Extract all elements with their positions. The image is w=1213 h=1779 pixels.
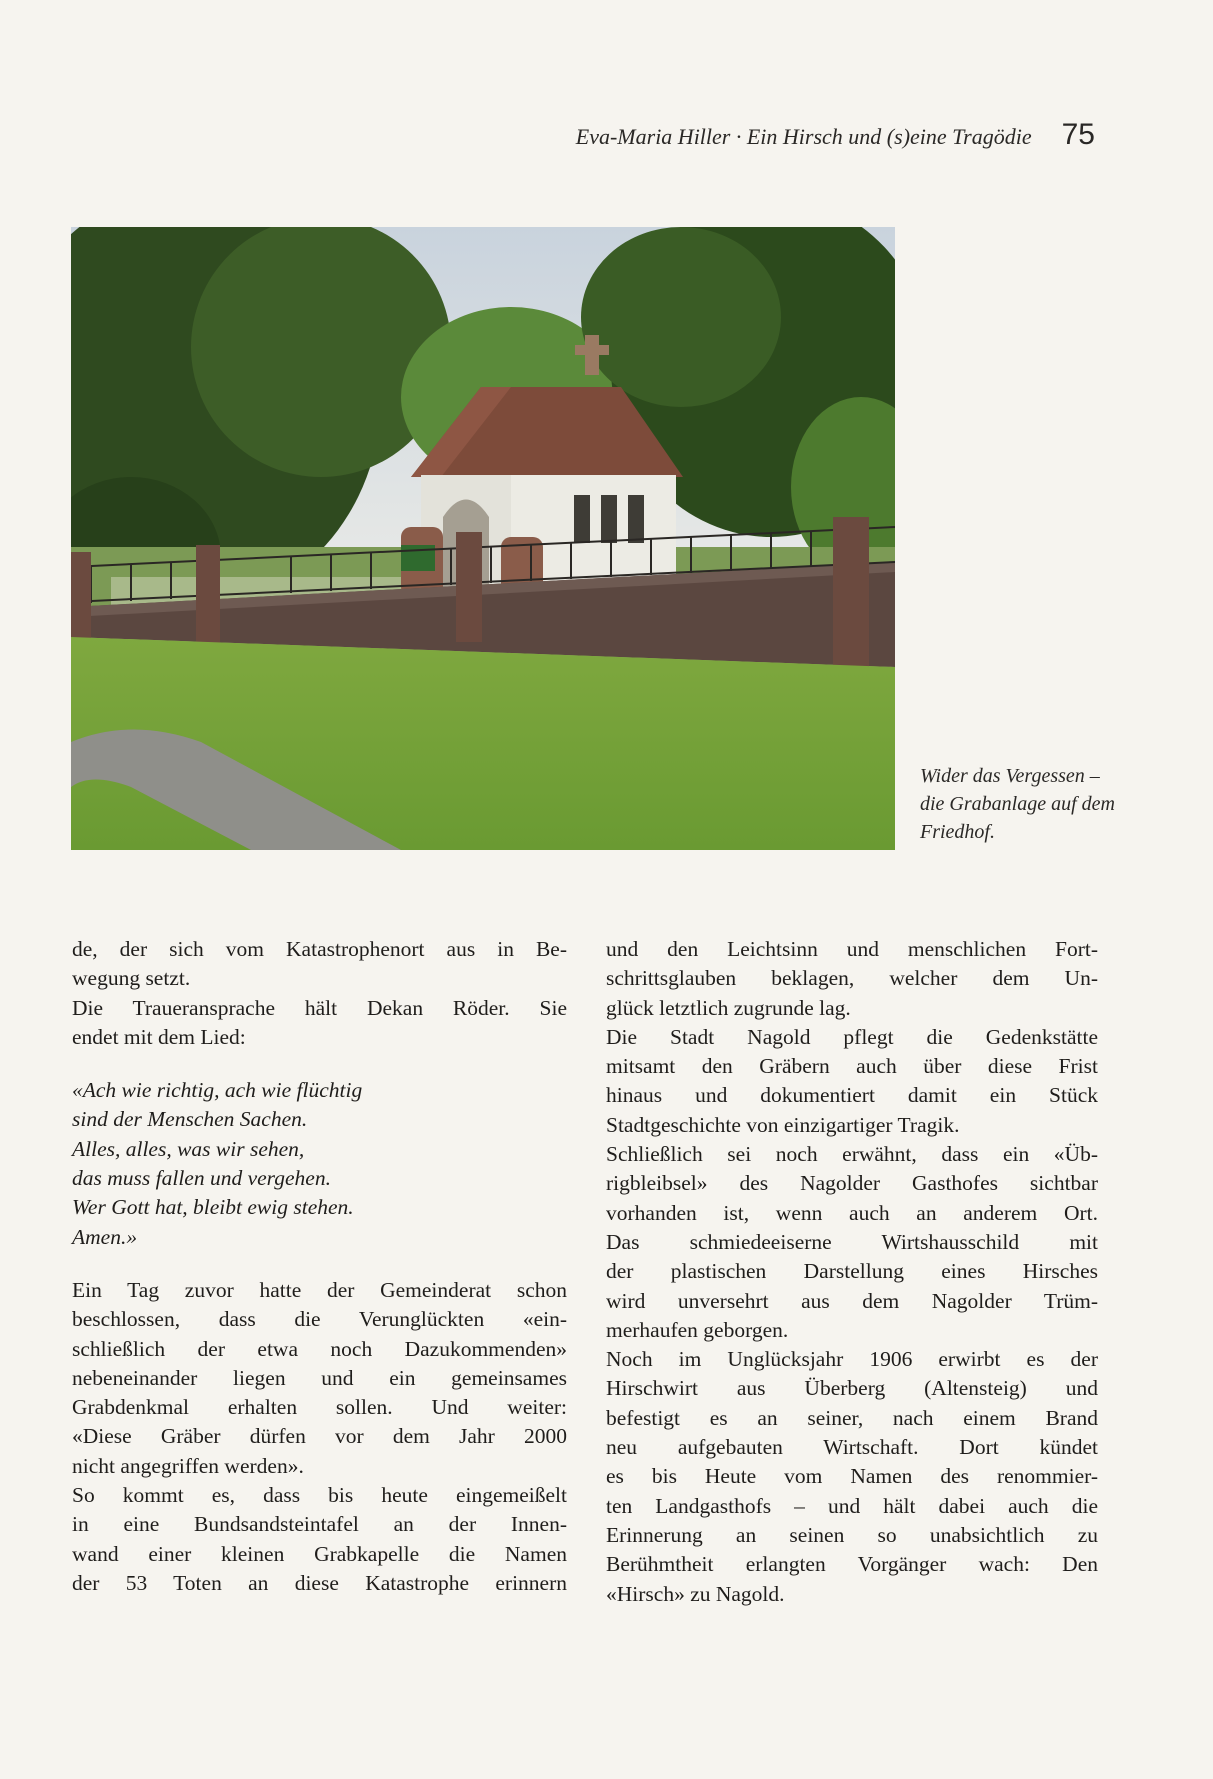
left-column xyxy=(72,935,567,1598)
text-line: hinaus und dokumentiert damit ein Stück xyxy=(606,1083,1098,1108)
text-line: nebeneinander liegen und ein gemeinsames xyxy=(72,1365,567,1390)
text-line: merhaufen geborgen. xyxy=(606,1317,789,1342)
paragraph xyxy=(72,994,567,1053)
text-line: Die Traueransprache hält Dekan Röder. Sie xyxy=(72,995,567,1020)
paragraph xyxy=(72,1481,567,1598)
text-line: der 53 Toten an diese Katastrophe erinnern xyxy=(72,1570,567,1595)
text-line: der plastischen Darstellung eines Hirsches xyxy=(606,1259,1098,1284)
text-line: schrittsglauben beklagen, welcher dem Un- xyxy=(606,966,1098,991)
text-line: Schließlich sei noch erwähnt, dass ein «Üb- xyxy=(606,1142,1098,1167)
chapel-photo xyxy=(71,227,895,850)
text-line: wand einer kleinen Grabkapelle die Namen xyxy=(72,1541,567,1566)
photo-caption xyxy=(920,762,1160,846)
paragraph xyxy=(606,935,1098,1023)
text-line: befestigt es an seiner, nach einem Brand xyxy=(606,1405,1098,1430)
poem-line: Wer Gott hat, bleibt ewig stehen. xyxy=(72,1195,354,1220)
poem-line: Amen.» xyxy=(72,1224,138,1249)
text-line: mitsamt den Gräbern auch über diese Frist xyxy=(606,1054,1098,1079)
poem xyxy=(72,1076,567,1252)
caption-line: die Grabanlage auf dem xyxy=(920,793,1115,815)
header-title: Eva-Maria Hiller · Ein Hirsch und (s)eine Tragödie xyxy=(575,124,1032,149)
text-line: in eine Bundsandsteintafel an der Innen- xyxy=(72,1512,567,1537)
text-line: So kommt es, dass bis heute eingemeißelt xyxy=(72,1483,567,1508)
text-line: vorhanden ist, wenn auch an anderem Ort. xyxy=(606,1200,1098,1225)
text-line: Berühmtheit erlangten Vorgänger wach: Den xyxy=(606,1552,1098,1577)
text-line: de, der sich vom Katastrophenort aus in Be- xyxy=(72,937,567,961)
text-line: endet mit dem Lied: xyxy=(72,1024,246,1049)
text-line: wegung setzt. xyxy=(72,966,191,991)
page-number: 75 xyxy=(1061,118,1095,151)
paragraph xyxy=(72,935,567,994)
text-line: Erinnerung an seinen so unabsichtlich zu xyxy=(606,1522,1098,1547)
poem-line: sind der Menschen Sachen. xyxy=(72,1107,308,1132)
chapel-photo-illustration xyxy=(71,227,895,850)
paragraph xyxy=(606,1140,1098,1345)
text-line: rigbleibsel» des Nagolder Gasthofes sichtbar xyxy=(606,1171,1098,1196)
text-line: Das schmiedeeiserne Wirtshausschild mit xyxy=(606,1229,1098,1254)
text-line: es bis Heute vom Namen des renommier- xyxy=(606,1464,1098,1489)
text-line: beschlossen, dass die Verunglückten «ein- xyxy=(72,1307,567,1332)
text-line: Ein Tag zuvor hatte der Gemeinderat schon xyxy=(72,1277,567,1302)
paragraph xyxy=(72,1276,567,1481)
text-line: Stadtgeschichte von einzigartiger Tragik. xyxy=(606,1112,960,1137)
paragraph xyxy=(606,1023,1098,1140)
text-line: und den Leichtsinn und menschlichen Fort- xyxy=(606,937,1098,961)
text-line: Grabdenkmal erhalten sollen. Und weiter: xyxy=(72,1395,567,1420)
paragraph xyxy=(606,1345,1098,1609)
text-line: wird unversehrt aus dem Nagolder Trüm- xyxy=(606,1288,1098,1313)
caption-line: Friedhof. xyxy=(920,821,995,843)
poem-line: Alles, alles, was wir sehen, xyxy=(72,1136,305,1161)
text-line: «Diese Gräber dürfen vor dem Jahr 2000 xyxy=(72,1424,567,1449)
text-line: «Hirsch» zu Nagold. xyxy=(606,1581,785,1606)
text-line: neu aufgebauten Wirtschaft. Dort kündet xyxy=(606,1435,1098,1460)
text-line: glück letztlich zugrunde lag. xyxy=(606,995,851,1020)
text-line: Die Stadt Nagold pflegt die Gedenkstätte xyxy=(606,1024,1098,1049)
caption-line: Wider das Vergessen – xyxy=(920,765,1100,787)
poem-line: das muss fallen und vergehen. xyxy=(72,1166,331,1191)
running-header xyxy=(576,118,1095,152)
text-line: Noch im Unglücksjahr 1906 erwirbt es der xyxy=(606,1347,1098,1372)
right-column xyxy=(606,935,1098,1609)
text-line: ten Landgasthofs – und hält dabei auch die xyxy=(606,1493,1098,1518)
text-line: nicht angegriffen werden». xyxy=(72,1453,304,1478)
poem-line: «Ach wie richtig, ach wie flüchtig xyxy=(72,1078,363,1103)
text-line: Hirschwirt aus Überberg (Altensteig) und xyxy=(606,1376,1098,1401)
text-line: schließlich der etwa noch Dazukommenden» xyxy=(72,1336,567,1361)
